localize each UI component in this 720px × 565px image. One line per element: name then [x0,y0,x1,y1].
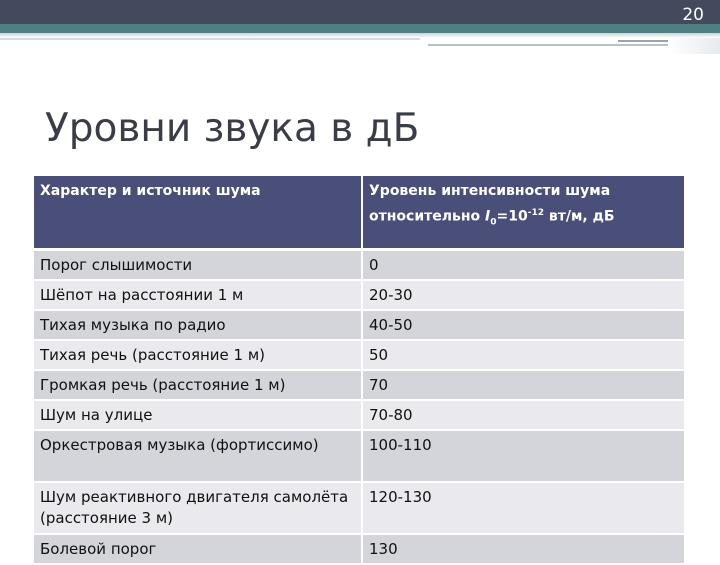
intensity-symbol: I [485,208,491,225]
cell-level: 40-50 [361,311,684,341]
cell-source: Порог слышимости [34,251,361,281]
intensity-subscript: 0 [490,217,497,228]
table-header-row [34,176,684,251]
table-row [34,371,684,401]
table-row [34,483,684,535]
cell-source: Оркестровая музыка (фортиссимо) [34,431,361,483]
table-row [34,401,684,431]
table-row [34,311,684,341]
cell-source: Тихая музыка по радио [34,311,361,341]
table-row [34,281,684,311]
header-source-label: Характер и источник шума [40,183,261,199]
header-level-prefix: Уровень интенсивности шума относительно [369,183,611,225]
cell-level: 70 [361,371,684,401]
decorative-line [428,44,668,46]
cell-source: Громкая речь (расстояние 1 м) [34,371,361,401]
table-row [34,251,684,281]
cell-source: Шум на улице [34,401,361,431]
table-row [34,341,684,371]
slide-title: Уровни звука в дБ [45,106,420,151]
cell-level: 70-80 [361,401,684,431]
top-accent-band [0,24,720,33]
header-level-unit: вт/м, дБ [543,208,615,225]
cell-source: Тихая речь (расстояние 1 м) [34,341,361,371]
top-banner [0,0,720,24]
cell-level: 100-110 [361,431,684,483]
cell-source: Шёпот на расстоянии 1 м [34,281,361,311]
noise-levels-table [34,176,684,565]
intensity-exponent: -12 [527,208,544,218]
header-source [34,176,361,251]
header-level-equals: =10 [496,208,528,225]
cell-level: 0 [361,251,684,281]
slide-number: 20 [682,5,704,25]
decorative-line [0,38,420,40]
cell-level: 130 [361,535,684,565]
decorative-fade [668,38,720,54]
cell-level: 20-30 [361,281,684,311]
cell-level: 50 [361,341,684,371]
cell-source: Болевой порог [34,535,361,565]
header-level [361,176,684,251]
decorative-line [618,40,668,42]
cell-source: Шум реактивного двигателя самолёта (расстояние 3 м) [34,483,361,535]
cell-level: 120-130 [361,483,684,535]
table-row [34,431,684,483]
